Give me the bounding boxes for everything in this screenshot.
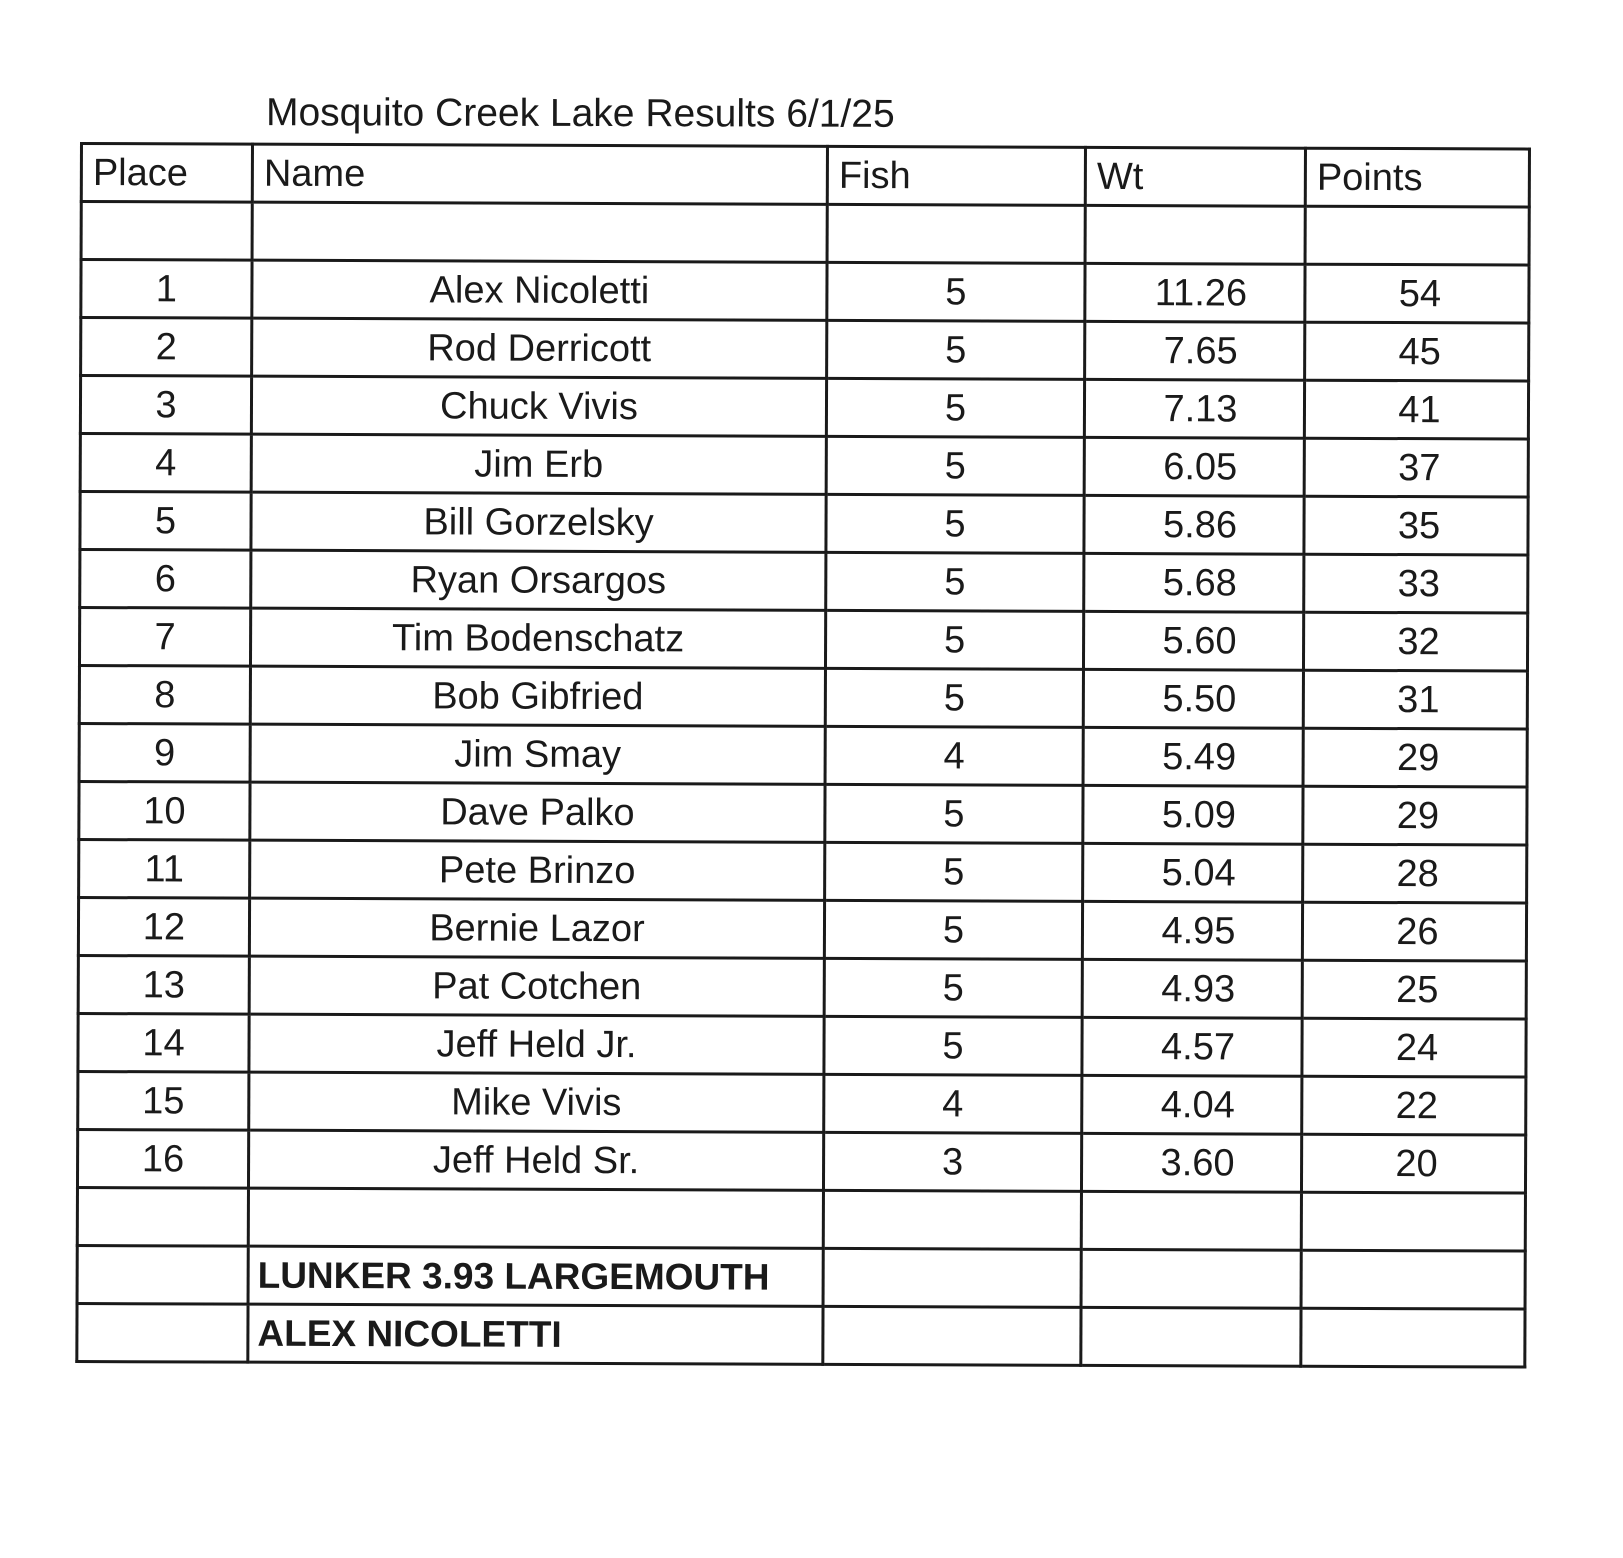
fish-cell: 5 [825,668,1083,727]
weight-cell: 7.13 [1084,379,1304,438]
blank-cell [77,1303,248,1362]
blank-cell [248,1188,823,1248]
place-cell: 10 [79,782,250,841]
blank-cell [1301,1308,1525,1367]
fish-cell: 5 [826,552,1084,611]
blank-cell [1085,205,1305,264]
place-cell: 12 [78,898,249,957]
weight-cell: 11.26 [1085,263,1305,322]
header-points: Points [1305,148,1529,207]
fish-cell: 5 [826,378,1084,437]
name-cell: Alex Nicoletti [252,260,827,320]
place-cell: 11 [79,840,250,899]
name-cell: Chuck Vivis [251,376,826,436]
name-cell: Bernie Lazor [249,898,824,958]
points-cell: 25 [1302,960,1526,1019]
weight-cell: 5.09 [1083,785,1303,844]
table-row [79,608,1527,672]
blank-cell [823,1190,1081,1249]
fish-cell: 4 [825,726,1083,785]
header-place: Place [81,144,252,203]
place-cell: 3 [80,376,251,435]
blank-cell [1081,1191,1301,1250]
name-cell: Bob Gibfried [250,666,825,726]
name-cell: Jim Erb [251,434,826,494]
points-cell: 32 [1303,612,1527,671]
blank-cell [1301,1192,1525,1251]
table-row [79,666,1527,730]
fish-cell: 5 [824,958,1082,1017]
points-cell: 35 [1304,496,1528,555]
document-title: Mosquito Creek Lake Results 6/1/25 [265,91,895,136]
blank-cell [823,1248,1081,1307]
blank-cell [1301,1250,1525,1309]
weight-cell: 5.50 [1083,669,1303,728]
blank-cell [823,1306,1081,1365]
name-cell: Bill Gorzelsky [251,492,826,552]
blank-cell [77,1245,248,1304]
header-name: Name [252,144,827,204]
points-cell: 26 [1302,902,1526,961]
fish-cell: 5 [825,610,1083,669]
table-row [80,434,1528,498]
fish-cell: 4 [824,1074,1082,1133]
points-cell: 45 [1305,322,1529,381]
weight-cell: 5.04 [1083,843,1303,902]
fish-cell: 5 [824,1016,1082,1075]
blank-row [77,1187,1525,1251]
place-cell: 2 [81,318,252,377]
name-cell: Jeff Held Jr. [249,1014,824,1074]
blank-cell [1081,1249,1301,1308]
weight-cell: 4.57 [1082,1017,1302,1076]
place-cell: 13 [78,955,249,1014]
place-cell: 5 [80,492,251,551]
place-cell: 7 [79,608,250,667]
name-cell: Dave Palko [250,782,825,842]
table-row [79,724,1527,788]
points-cell: 20 [1301,1134,1525,1193]
blank-cell [81,202,252,261]
points-cell: 31 [1303,670,1527,729]
blank-cell [1305,206,1529,265]
header-row [81,144,1529,208]
place-cell: 15 [78,1071,249,1130]
results-table [75,142,1531,1369]
weight-cell: 7.65 [1085,321,1305,380]
points-cell: 29 [1303,728,1527,787]
fish-cell: 5 [826,436,1084,495]
points-cell: 24 [1302,1018,1526,1077]
name-cell: Ryan Orsargos [251,550,826,610]
blank-cell [252,202,827,262]
blank-cell [77,1187,248,1246]
table-row [78,955,1526,1019]
points-cell: 33 [1304,554,1528,613]
points-cell: 22 [1302,1076,1526,1135]
weight-cell: 4.95 [1082,901,1302,960]
results-sheet [75,142,1528,1445]
blank-row [81,202,1529,266]
name-cell: Tim Bodenschatz [250,608,825,668]
lunker-row [77,1303,1525,1367]
fish-cell: 5 [826,494,1084,553]
name-cell: Jeff Held Sr. [248,1130,823,1190]
weight-cell: 6.05 [1084,437,1304,496]
place-cell: 16 [77,1129,248,1188]
fish-cell: 5 [825,784,1083,843]
name-cell: Pat Cotchen [249,956,824,1016]
table-row [79,840,1527,904]
weight-cell: 5.60 [1083,611,1303,670]
name-cell: Mike Vivis [249,1072,824,1132]
points-cell: 28 [1303,844,1527,903]
points-cell: 29 [1303,786,1527,845]
table-row [79,782,1527,846]
table-row [80,376,1528,440]
lunker-row [77,1245,1525,1309]
table-row [80,550,1528,614]
weight-cell: 5.49 [1083,727,1303,786]
weight-cell: 4.04 [1082,1075,1302,1134]
blank-cell [1081,1307,1301,1366]
lunker-text: ALEX NICOLETTI [248,1304,823,1364]
table-row [78,898,1526,962]
points-cell: 54 [1305,264,1529,323]
place-cell: 6 [80,550,251,609]
place-cell: 9 [79,724,250,783]
weight-cell: 4.93 [1082,959,1302,1018]
place-cell: 8 [79,666,250,725]
table-row [78,1071,1526,1135]
table-row [80,492,1528,556]
weight-cell: 5.86 [1084,495,1304,554]
table-row [77,1129,1525,1193]
points-cell: 41 [1304,380,1528,439]
blank-cell [827,204,1085,263]
table-row [78,1013,1526,1077]
header-wt: Wt [1085,147,1305,206]
place-cell: 14 [78,1013,249,1072]
lunker-text: LUNKER 3.93 LARGEMOUTH [248,1246,823,1306]
header-fish: Fish [827,146,1085,205]
weight-cell: 3.60 [1081,1133,1301,1192]
name-cell: Rod Derricott [252,318,827,378]
table-row [81,260,1529,324]
weight-cell: 5.68 [1084,553,1304,612]
points-cell: 37 [1304,438,1528,497]
fish-cell: 3 [823,1132,1081,1191]
fish-cell: 5 [827,262,1085,321]
fish-cell: 5 [824,900,1082,959]
name-cell: Pete Brinzo [250,840,825,900]
table-row [81,318,1529,382]
fish-cell: 5 [827,320,1085,379]
name-cell: Jim Smay [250,724,825,784]
place-cell: 4 [80,434,251,493]
place-cell: 1 [81,260,252,319]
fish-cell: 5 [825,842,1083,901]
